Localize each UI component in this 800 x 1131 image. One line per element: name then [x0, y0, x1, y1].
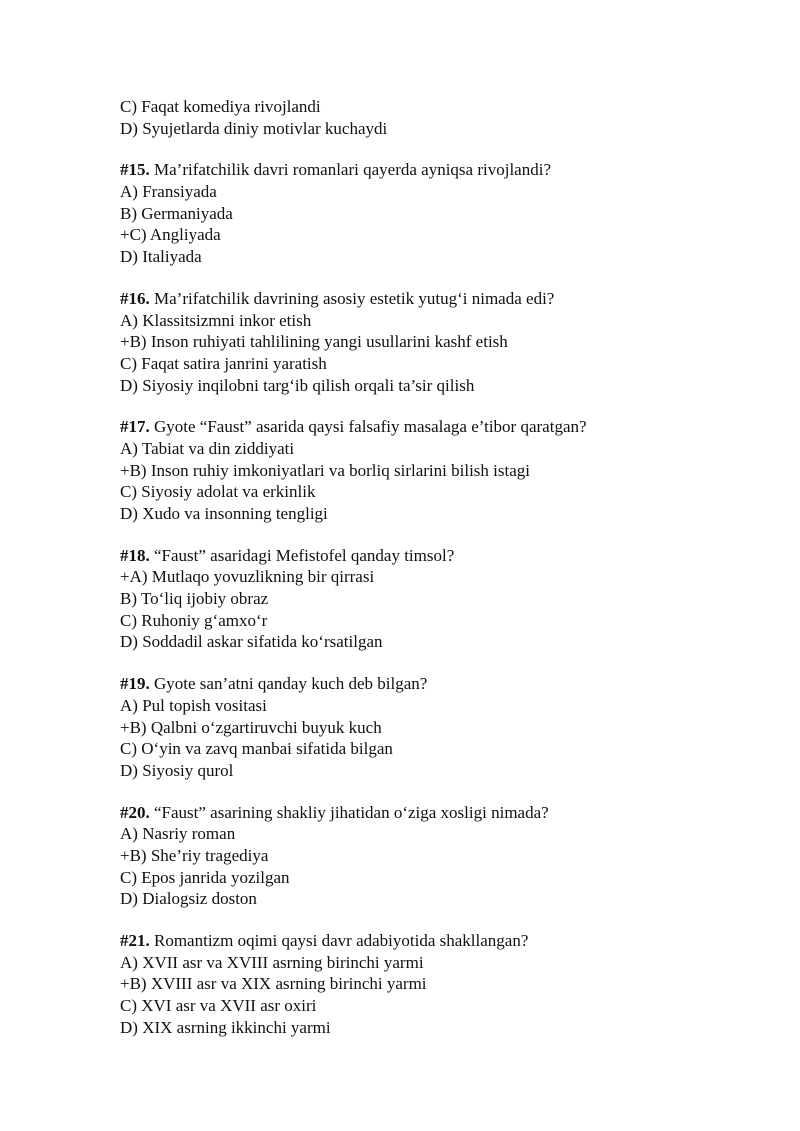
option-correct: +B) Qalbni o‘zgartiruvchi buyuk kuch: [120, 717, 382, 737]
question-number: #16.: [120, 288, 150, 308]
option: C) Ruhoniy g‘amxo‘r: [120, 610, 268, 630]
question-16: [120, 288, 720, 396]
option: C) O‘yin va zavq manbai sifatida bilgan: [120, 739, 393, 759]
option: D) Siyosiy inqilobni targ‘ib qilish orqali ta’sir qilish: [120, 375, 475, 395]
option: C) XVI asr va XVII asr oxiri: [120, 996, 317, 1016]
question-text: Ma’rifatchilik davrining asosiy estetik yutug‘i nimada edi?: [149, 288, 555, 308]
question-stem: [120, 802, 720, 824]
option: D) Xudo va insonning tengligi: [120, 504, 328, 523]
question-number: #21.: [120, 931, 150, 950]
question-number: #15.: [120, 160, 150, 180]
question-stem: [120, 930, 720, 952]
option: D) XIX asrning ikkinchi yarmi: [120, 1017, 331, 1037]
option: C) Siyosiy adolat va erkinlik: [120, 482, 316, 502]
question-number: #18.: [120, 545, 150, 565]
option: A) Pul topish vositasi: [120, 695, 267, 715]
question-text: Romantizm oqimi qaysi davr adabiyotida shakllangan?: [149, 931, 529, 950]
option: A) Fransiyada: [120, 182, 217, 202]
question-text: Ma’rifatchilik davri romanlari qayerda ayniqsa rivojlandi?: [149, 160, 551, 180]
option: C) Faqat satira janrini yaratish: [120, 353, 327, 373]
option: B) To‘liq ijobiy obraz: [120, 589, 269, 609]
question-18: [120, 545, 720, 653]
option: D) Italiyada: [120, 247, 202, 267]
option: C) Epos janrida yozilgan: [120, 867, 290, 887]
question-stem: [120, 159, 720, 181]
question-number: #19.: [120, 674, 150, 694]
question-number: #20.: [120, 802, 150, 822]
option: B) Germaniyada: [120, 203, 233, 223]
document-page: [120, 96, 720, 1038]
option: D) Soddadil askar sifatida ko‘rsatilgan: [120, 632, 383, 652]
previous-question-options: [120, 96, 720, 139]
question-17: [120, 416, 720, 524]
question-20: [120, 802, 720, 910]
option: C) Faqat komediya rivojlandi: [120, 97, 321, 116]
option-correct: +B) XVIII asr va XIX asrning birinchi yarmi: [120, 974, 427, 994]
question-19: [120, 673, 720, 781]
option-correct: +B) She’riy tragediya: [120, 845, 269, 865]
option: A) Nasriy roman: [120, 824, 236, 844]
question-number: #17.: [120, 417, 150, 437]
question-text: “Faust” asaridagi Mefistofel qanday timsol?: [149, 545, 455, 565]
option: D) Syujetlarda diniy motivlar kuchaydi: [120, 118, 388, 138]
option: D) Siyosiy qurol: [120, 760, 234, 780]
question-stem: [120, 545, 720, 567]
question-15: [120, 159, 720, 267]
option-correct: +B) Inson ruhiy imkoniyatlari va borliq sirlarini bilish istagi: [120, 460, 530, 480]
question-stem: [120, 288, 720, 310]
question-stem: [120, 416, 720, 438]
question-text: Gyote “Faust” asarida qaysi falsafiy masalaga e’tibor qaratgan?: [149, 417, 587, 437]
option: A) XVII asr va XVIII asrning birinchi yarmi: [120, 952, 424, 972]
option-correct: +A) Mutlaqo yovuzlikning bir qirrasi: [120, 567, 375, 587]
option: A) Tabiat va din ziddiyati: [120, 438, 295, 458]
question-text: “Faust” asarining shakliy jihatidan o‘ziga xosligi nimada?: [149, 802, 549, 822]
option-correct: +C) Angliyada: [120, 225, 221, 245]
question-21: [120, 930, 720, 1038]
option: A) Klassitsizmni inkor etish: [120, 310, 312, 330]
question-text: Gyote san’atni qanday kuch deb bilgan?: [149, 674, 428, 694]
question-stem: [120, 673, 720, 695]
option-correct: +B) Inson ruhiyati tahlilining yangi usullarini kashf etish: [120, 332, 508, 352]
option: D) Dialogsiz doston: [120, 889, 257, 909]
